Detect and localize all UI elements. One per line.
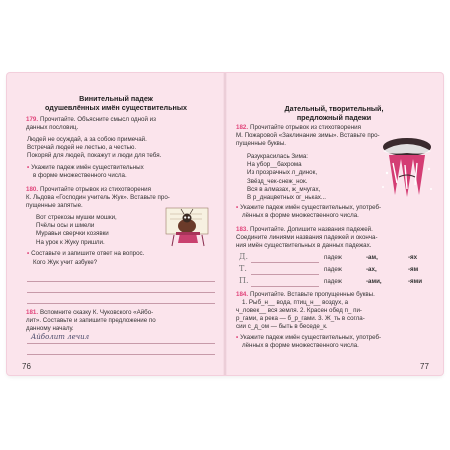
- right-heading-line-1: Дательный, творительный,: [284, 104, 384, 113]
- bullet-icon: •: [27, 164, 30, 171]
- right-page: [225, 73, 443, 375]
- exercise-number: 184.: [236, 291, 249, 298]
- beetle-teacher-illustration: [162, 205, 214, 247]
- case-name-blank[interactable]: [251, 286, 319, 287]
- poem-line: На убор__бахрома: [247, 161, 302, 169]
- task-text: лённых в форме множественного числа.: [242, 342, 359, 349]
- task-text: Укажите падеж имён существительных: [31, 164, 144, 171]
- page-number-left: 76: [22, 362, 31, 371]
- case-label: падеж: [324, 254, 342, 261]
- exercise-179: [26, 116, 216, 132]
- case-abbreviation: Д.: [239, 252, 249, 261]
- case-abbreviation: П.: [239, 276, 249, 285]
- saying: Людей не осуждай, а за собою примечай.: [27, 136, 147, 143]
- left-heading: [7, 94, 225, 112]
- exercise-text: Вспомните сказку К. Чуковского «Айбо-: [40, 309, 154, 316]
- answer-line[interactable]: [27, 292, 215, 293]
- answer-line[interactable]: [27, 281, 215, 282]
- exercise-text: Прочитайте отрывок из стихотворения: [250, 124, 361, 131]
- task-180: [27, 250, 217, 267]
- exercise-text: р_гами, а река — б_р_гами. 3. Ж_ть в согла-: [236, 315, 365, 322]
- case-abbreviation: Т.: [239, 264, 247, 273]
- saying: Встречай людей не лестью, а честью.: [27, 144, 137, 152]
- case-name-blank[interactable]: [251, 274, 319, 275]
- exercise-text: ч_ловек__ вся земля. 2. Красен обед п_ пи-: [236, 307, 362, 314]
- poem-182: [247, 153, 326, 202]
- exercise-text: пущенные запятые.: [26, 202, 83, 209]
- exercise-183: [236, 226, 438, 250]
- poem-line: Вот стрекозы мушки мошки,: [36, 214, 117, 221]
- answer-line[interactable]: [27, 343, 215, 344]
- case-row-prepositional: [236, 278, 438, 287]
- saying: Покоряй для людей, покажут и люди для тебя.: [27, 152, 162, 160]
- ending-option[interactable]: -ах,: [366, 266, 377, 273]
- exercise-text: пущенные буквы.: [236, 140, 287, 147]
- question-text: Кого Жук учит азбуке?: [33, 259, 98, 266]
- exercise-text: Прочитайте. Допишите названия падежей.: [250, 226, 373, 233]
- page-number-right: 77: [420, 362, 429, 371]
- poem-line: На урок к Жуку пришли.: [36, 238, 105, 246]
- poem-line: Звёзд_чек-снеж_нок.: [247, 177, 308, 185]
- exercise-number: 179.: [26, 116, 39, 123]
- exercise-184: [236, 291, 438, 331]
- ending-option[interactable]: -ями: [408, 278, 423, 285]
- case-name-blank[interactable]: [251, 262, 319, 263]
- ending-option[interactable]: -ами,: [366, 278, 382, 285]
- ending-option[interactable]: -ам,: [366, 254, 378, 261]
- bullet-icon: •: [27, 250, 30, 257]
- exercise-181: [26, 309, 220, 333]
- task-text: Составьте и запишите ответ на вопрос.: [31, 250, 145, 257]
- poem-line: Вся в алмазах, ж_мчугах,: [247, 185, 321, 193]
- poem-180: [36, 214, 117, 247]
- exercise-text: 1. Рыб_н__ вода, птиц_н__ воздух, а: [242, 299, 349, 306]
- exercise-text: данных пословиц.: [26, 124, 79, 131]
- ending-option[interactable]: -ях: [408, 254, 418, 261]
- task-184: [236, 334, 438, 350]
- exercise-text: ния имён существительных в данных падежах.: [236, 242, 372, 249]
- exercise-number: 181.: [26, 309, 39, 316]
- bullet-icon: •: [236, 334, 239, 341]
- exercise-text: Прочитайте отрывок из стихотворения: [40, 186, 151, 193]
- answer-line[interactable]: [27, 303, 215, 304]
- exercise-number: 182.: [236, 124, 249, 131]
- task-text: в форме множественного числа.: [33, 172, 127, 179]
- exercise-number: 183.: [236, 226, 249, 233]
- poem-line: Пчёлы осы и шмели: [36, 222, 95, 230]
- exercise-text: данному началу.: [26, 325, 74, 332]
- snowy-pine-illustration: [375, 133, 437, 201]
- handwriting-sample: Айболит лечил: [31, 333, 90, 341]
- exercise-text: Соедините линиями названия падежей и оконча-: [236, 234, 378, 241]
- left-heading-line-1: Винительный падеж: [79, 94, 153, 103]
- answer-line[interactable]: [27, 354, 215, 355]
- poem-line: Муравьи сверчки козявки: [36, 230, 109, 238]
- right-heading: [225, 104, 443, 122]
- poem-line: Из прозрачных л_динок,: [247, 169, 318, 177]
- task-179: [27, 164, 217, 180]
- ending-option[interactable]: -ям: [408, 266, 419, 273]
- left-page: [7, 73, 225, 375]
- exercise-text: лит». Составьте и запишите предложение по: [26, 317, 156, 324]
- case-label: падеж: [324, 278, 342, 285]
- workbook-spread: [7, 73, 443, 375]
- case-label: падеж: [324, 266, 342, 273]
- exercise-text: Прочитайте. Объясните смысл одной из: [40, 116, 156, 123]
- poem-line: Разукрасилась Зима:: [247, 153, 308, 160]
- exercise-text: К. Льдова «Господин учитель Жук». Вставьте про-: [26, 194, 170, 201]
- case-row-instrumental: [236, 266, 438, 275]
- task-text: лённых в форме множественного числа.: [242, 212, 359, 219]
- bullet-icon: •: [236, 204, 239, 211]
- case-row-dative: [236, 254, 438, 263]
- task-182: [236, 204, 438, 220]
- exercise-text: М. Пожаровой «Заклинание зимы». Вставьте про-: [236, 132, 380, 139]
- task-text: Укажите падеж имён существительных, употреб-: [240, 204, 382, 211]
- left-heading-line-2: одушевлённых имён существительных: [45, 103, 187, 112]
- exercise-number: 180.: [26, 186, 39, 193]
- exercise-text: Прочитайте. Вставьте пропущенные буквы.: [250, 291, 375, 298]
- right-heading-line-2: предложный падежи: [296, 113, 372, 122]
- sayings-179: [27, 136, 161, 161]
- poem-line: В р_днацветных ог_ньках...: [247, 194, 327, 202]
- task-text: Укажите падеж имён существительных, употреб-: [240, 334, 382, 341]
- exercise-text: сии с_д_ом — быть в беседе_к.: [236, 323, 328, 330]
